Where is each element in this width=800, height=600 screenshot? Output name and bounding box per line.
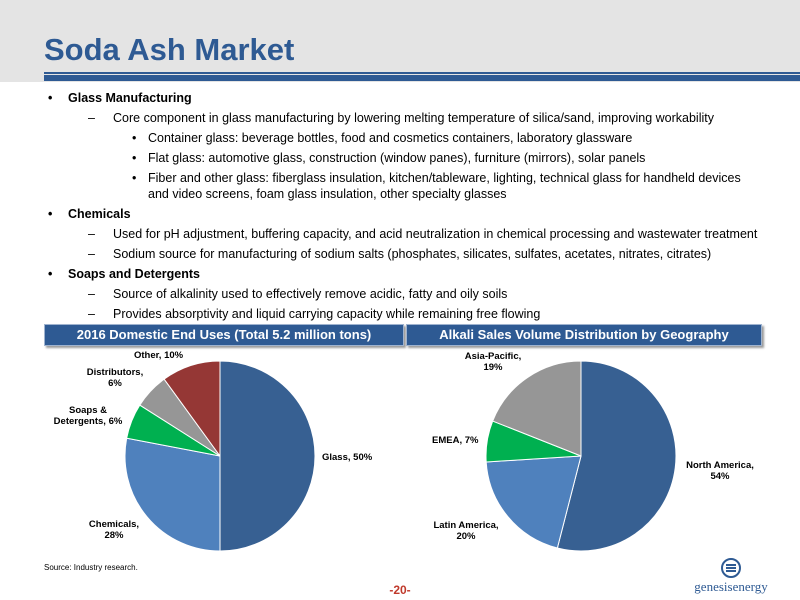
sub-bullet-text: Core component in glass manufacturing by lowering melting temperature of silica/sand, improving workability xyxy=(113,111,714,125)
sub-sub-bullet-text: Flat glass: automotive glass, construction (window panes), furniture (mirrors), solar panels xyxy=(148,151,646,165)
pie-end-uses xyxy=(125,361,315,551)
sub-bullet-text: Source of alkalinity used to effectively remove acidic, fatty and oily soils xyxy=(113,287,508,301)
dash-marker: – xyxy=(88,111,95,125)
bullet-text: Chemicals xyxy=(68,207,131,221)
slice-label-north-america: North America, 54% xyxy=(686,460,754,482)
dash-marker: – xyxy=(88,287,95,301)
bullet-marker: • xyxy=(48,207,53,221)
slice-label-distributors: Distributors, 6% xyxy=(86,367,144,389)
bullet-text: Soaps and Detergents xyxy=(68,267,200,281)
pie-slice-glass xyxy=(220,361,315,551)
slice-label-latin-america: Latin America, 20% xyxy=(433,520,499,542)
dash-marker: – xyxy=(88,227,95,241)
page-number: -20- xyxy=(389,583,411,597)
slice-label-chemicals: Chemicals, 28% xyxy=(88,519,140,541)
slice-label-emea: EMEA, 7% xyxy=(432,435,479,446)
sub-bullet-text: Sodium source for manufacturing of sodium salts (phosphates, silicates, sulfates, acetates, nitrates, citrates) xyxy=(113,247,712,261)
chart-title-geography: Alkali Sales Volume Distribution by Geography xyxy=(406,324,762,346)
slice-label-other: Other, 10% xyxy=(134,350,184,361)
bullet-marker: • xyxy=(48,267,53,281)
page-title: Soda Ash Market xyxy=(44,32,295,67)
dash-marker: – xyxy=(88,307,95,321)
sub-bullet-text: Provides absorptivity and liquid carrying capacity while remaining free flowing xyxy=(113,307,541,321)
bullet-marker: • xyxy=(48,91,53,105)
sub-sub-bullet-text: Fiber and other glass: fiberglass insulation, kitchen/tableware, lighting, technical glass for handheld devices and video screens, foam glass insulation, other specialty glasses xyxy=(148,171,741,201)
genesis-e-logo-icon xyxy=(721,558,741,578)
bullet-marker: • xyxy=(132,151,137,165)
chart-title-end-uses: 2016 Domestic End Uses (Total 5.2 million tons) xyxy=(44,324,404,346)
company-logo xyxy=(676,558,786,596)
bullet-marker: • xyxy=(132,131,137,145)
slice-label-glass: Glass, 50% xyxy=(322,452,373,463)
pie-geography xyxy=(486,361,676,551)
dash-marker: – xyxy=(88,247,95,261)
source-note: Source: Industry research. xyxy=(44,563,138,572)
logo-wordmark: genesisenergy xyxy=(694,579,768,594)
slice-label-asia-pacific: Asia-Pacific, 19% xyxy=(464,351,522,373)
slice-label-soaps: Soaps & Detergents, 6% xyxy=(53,405,123,427)
sub-sub-bullet-text: Container glass: beverage bottles, food and cosmetics containers, laboratory glassware xyxy=(148,131,633,145)
bullet-marker: • xyxy=(132,171,137,185)
bullet-text: Glass Manufacturing xyxy=(68,91,192,105)
sub-bullet-text: Used for pH adjustment, buffering capacity, and acid neutralization in chemical processing and wastewater treatment xyxy=(113,227,758,241)
